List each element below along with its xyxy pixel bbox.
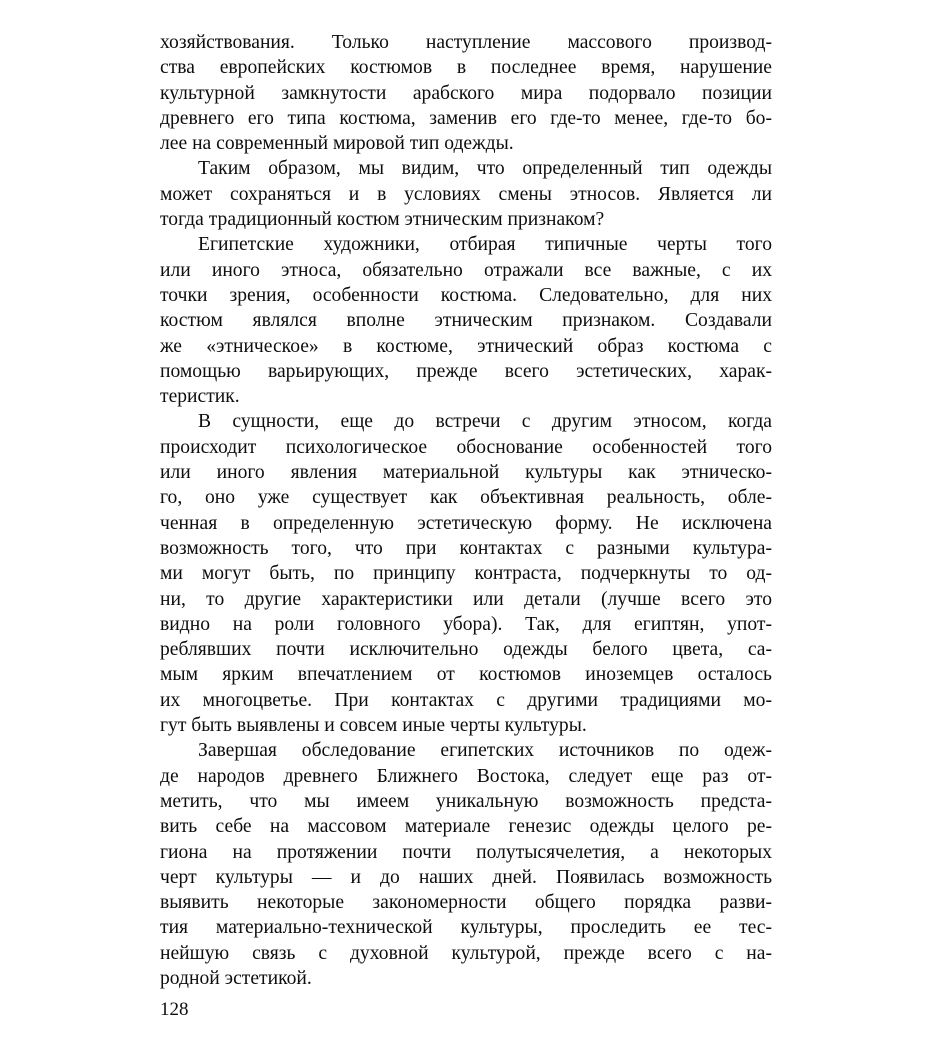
paragraph-2 [160,156,772,232]
text-line: костюм являлся вполне этническим признаком. Создавали [160,310,772,332]
text-line: Завершая обследование египетских источников по одеж- [198,740,772,762]
text-line: ства европейских костюмов в последнее время, нарушение [160,57,772,79]
paragraph-1 [160,30,772,156]
text-line: может сохраняться и в условиях смены этносов. Является ли [160,183,772,205]
text-line: го, оно уже существует как объективная реальность, обле- [160,487,772,509]
text-line: культурной замкнутости арабского мира подорвало позиции [160,82,772,104]
text-line: происходит психологическое обоснование особенностей того [160,436,772,458]
text-line: реблявших почти исключительно одежды белого цвета, са- [160,639,772,661]
paragraph-5 [160,738,772,991]
text-line: вить себе на массовом материале генезис одежды целого ре- [160,816,772,838]
text-line: видно на роли головного убора). Так, для египтян, упот- [160,613,772,635]
text-line: тия материально-технической культуры, проследить ее тес- [160,917,772,939]
text-line: или иного явления материальной культуры как этническо- [160,462,772,484]
text-line: де народов древнего Ближнего Востока, следует еще раз от- [160,765,772,787]
text-line: теристик. [160,386,240,408]
text-line: помощью варьирующих, прежде всего эстетических, харак- [160,360,772,382]
text-line: их многоцветье. При контактах с другими традициями мо- [160,689,772,711]
text-line: гут быть выявлены и совсем иные черты культуры. [160,715,587,737]
text-line: В сущности, еще до встречи с другим этносом, когда [198,411,772,433]
text-line: возможность того, что при контактах с разными культура- [160,537,772,559]
text-line: черт культуры — и до наших дней. Появилась возможность [160,866,772,888]
page-text [160,30,772,991]
text-line: ченная в определенную эстетическую форму. Не исключена [160,512,772,534]
text-line: лее на современный мировой тип одежды. [160,133,514,155]
text-line: Таким образом, мы видим, что определенный тип одежды [198,158,772,180]
text-line: древнего его типа костюма, заменив его где-то менее, где-то бо- [160,107,772,129]
text-line: или иного этноса, обязательно отражали все важные, с их [160,259,772,281]
page-number: 128 [160,999,189,1020]
paragraph-3 [160,232,772,409]
text-line: мым ярким впечатлением от костюмов иноземцев осталось [160,664,772,686]
paragraph-4 [160,409,772,738]
text-line: гиона на протяжении почти полутысячелетия, а некоторых [160,841,772,863]
text-line: же «этническое» в костюме, этнический образ костюма с [160,335,772,357]
text-line: метить, что мы имеем уникальную возможность предста- [160,790,772,812]
text-line: родной эстетикой. [160,967,312,989]
text-line: точки зрения, особенности костюма. Следовательно, для них [160,284,772,306]
text-line: выявить некоторые закономерности общего порядка разви- [160,892,772,914]
text-line: хозяйствования. Только наступление массового производ- [160,32,772,53]
text-line: Египетские художники, отбирая типичные черты того [198,234,772,256]
text-line: нейшую связь с духовной культурой, прежде всего с на- [160,942,772,964]
text-line: ми могут быть, по принципу контраста, подчеркнуты то од- [160,563,772,585]
text-line: тогда традиционный костюм этническим признаком? [160,209,605,231]
text-line: ни, то другие характеристики или детали (лучше всего это [160,588,772,610]
